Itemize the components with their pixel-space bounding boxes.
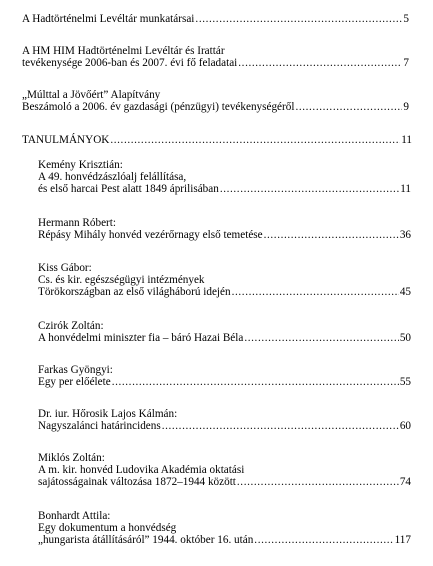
toc-entry-line [0,229,411,241]
leader-dots [237,476,399,488]
leader-dots [244,332,398,344]
toc-entry-line [0,57,409,69]
leader-dots [220,183,399,195]
study-title-line: A m. kir. honvéd Ludovika Akadémia oktatási [38,464,245,476]
study-author: Dr. iur. Hőrosik Lajos Kálmán: [38,408,178,420]
study-entry [0,159,433,195]
toc-page-number: 60 [399,420,411,432]
toc-entry-line: „Múlttal a Jövőért” Alapítvány [22,89,161,101]
toc-page-number: 50 [399,332,411,344]
study-entry [0,262,433,298]
study-title-line: A honvédelmi miniszter fia – báró Hazai Béla [38,332,244,344]
study-entry [0,510,433,546]
study-entry [0,217,433,241]
toc-entry-line [0,183,411,195]
study-entry [0,364,433,388]
study-author: Miklós Zoltán: [38,452,105,464]
toc-page-number: 55 [399,376,411,388]
study-title-line: „hungarista átállításáról” 1944. október 16. után [38,534,254,546]
toc-page-number: 7 [403,57,409,69]
toc-page-number: 117 [394,534,411,546]
study-title-line: A 49. honvédzászlóalj felállítása, [38,171,187,183]
leader-dots [295,101,402,113]
study-title-line: Egy dokumentum a honvédség [38,522,177,534]
study-title-line: Nagyszalánci határincidens [38,420,161,432]
toc-page-number: 36 [399,229,411,241]
toc-page-number: 9 [403,101,409,113]
study-entry [0,320,433,344]
toc-entry-line [0,420,411,432]
study-entry [0,408,433,432]
toc-entry [0,13,433,25]
leader-dots [238,57,402,69]
toc-entry-title: tevékenysége 2006-ban és 2007. évi fő feladatai [22,57,238,69]
study-title-line: Egy per előélete [38,376,111,388]
toc-entry-line [0,476,411,488]
toc-page-number: 11 [400,183,411,195]
toc-entry-line [0,376,411,388]
study-author: Bonhardt Attila: [38,510,111,522]
study-title-line: Cs. és kir. egészségügyi intézmények [38,274,205,286]
toc-page-number: 45 [399,286,411,298]
toc-entry-line [0,13,409,25]
section-title: TANULMÁNYOK [22,134,110,146]
toc-entry-line: A HM HIM Hadtörténelmi Levéltár és Irattár [22,45,225,57]
leader-dots [110,134,400,146]
toc-entry-title: Beszámoló a 2006. év gazdasági (pénzügyi) tevékenységéről [22,101,295,113]
toc-entry-title: A Hadtörténelmi Levéltár munkatársai [22,13,195,25]
toc-entry-line [0,101,409,113]
toc-entry-line [0,534,411,546]
study-title-line: sajátosságainak változása 1872–1944 között [38,476,236,488]
study-author: Hermann Róbert: [38,217,116,229]
study-author: Kemény Krisztián: [38,159,123,171]
leader-dots [162,420,399,432]
toc-entry-line [0,332,411,344]
toc-entry [0,45,433,69]
toc-entry-line [0,286,411,298]
study-entry [0,452,433,488]
study-title-line: és első harcai Pest alatt 1849 áprilisában [38,183,219,195]
leader-dots [112,376,399,388]
toc-page-number: 11 [401,134,412,146]
toc-entry [0,89,433,113]
leader-dots [264,229,399,241]
study-author: Kiss Gábor: [38,262,92,274]
study-title-line: Törökországban az első világháború idején [38,286,231,298]
section-heading [0,134,433,146]
study-author: Czirók Zoltán: [38,320,104,332]
study-title-line: Répásy Mihály honvéd vezérőrnagy első temetése [38,229,263,241]
leader-dots [195,13,402,25]
leader-dots [232,286,399,298]
toc-page-number: 74 [399,476,411,488]
toc-entry-line [0,134,412,146]
leader-dots [254,534,393,546]
toc-page-number: 5 [403,13,409,25]
study-author: Farkas Gyöngyi: [38,364,113,376]
